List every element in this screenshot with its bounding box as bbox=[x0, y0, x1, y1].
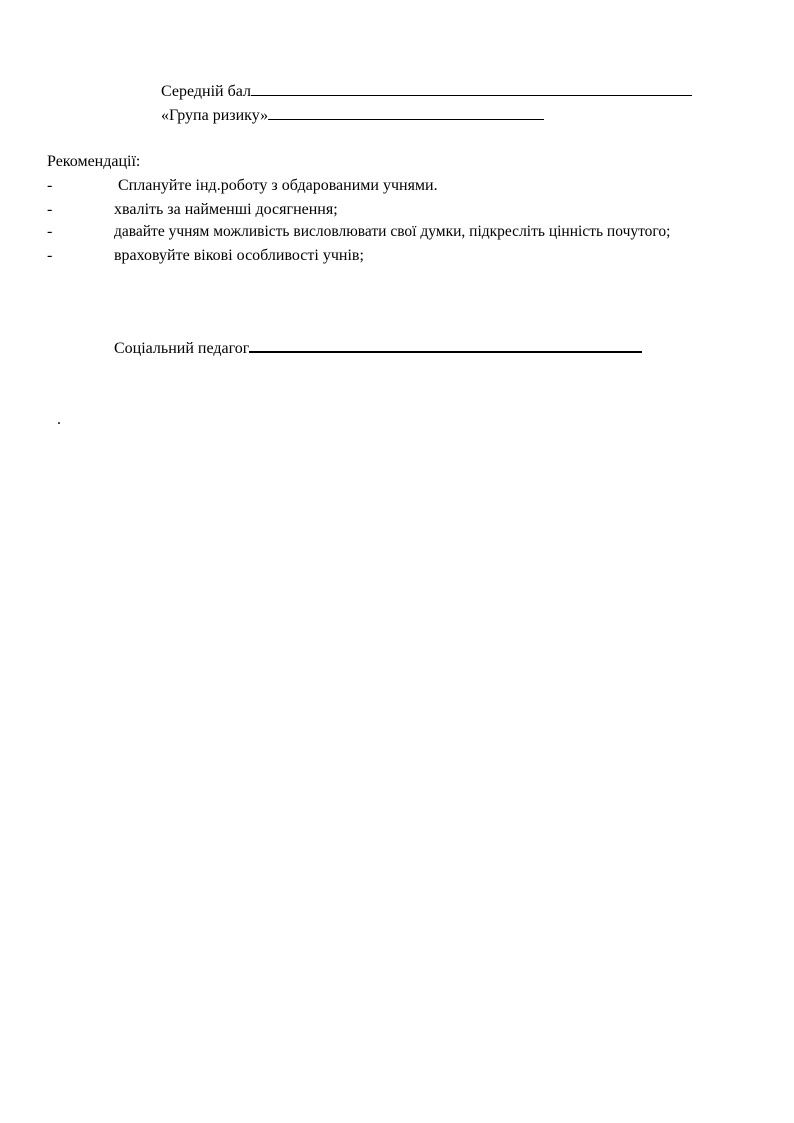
list-item-text: Сплануйте інд.роботу з обдарованими учнями. bbox=[118, 177, 438, 194]
list-bullet: - bbox=[47, 247, 53, 264]
signature-blank[interactable] bbox=[249, 336, 642, 353]
average-score-blank[interactable] bbox=[251, 80, 692, 96]
list-item-text: давайте учням можливість висловлювати свої думки, підкресліть цінність почутого; bbox=[114, 223, 671, 240]
risk-group-blank[interactable] bbox=[268, 104, 544, 120]
list-item-text: враховуйте вікові особливості учнів; bbox=[114, 247, 364, 264]
recommendations-heading: Рекомендації: bbox=[47, 153, 141, 170]
list-bullet: - bbox=[47, 177, 53, 194]
risk-group-label: «Група ризику» bbox=[161, 107, 269, 124]
signature-label: Соціальний педагог bbox=[114, 340, 250, 357]
average-score-label: Середній бал bbox=[161, 83, 251, 100]
list-item-text: хваліть за найменші досягнення; bbox=[114, 201, 338, 218]
signature-field bbox=[114, 336, 642, 359]
risk-group-field bbox=[161, 104, 544, 126]
footer-dot: . bbox=[57, 411, 61, 428]
average-score-field bbox=[161, 80, 692, 102]
list-bullet: - bbox=[47, 223, 53, 240]
list-bullet: - bbox=[47, 201, 53, 218]
